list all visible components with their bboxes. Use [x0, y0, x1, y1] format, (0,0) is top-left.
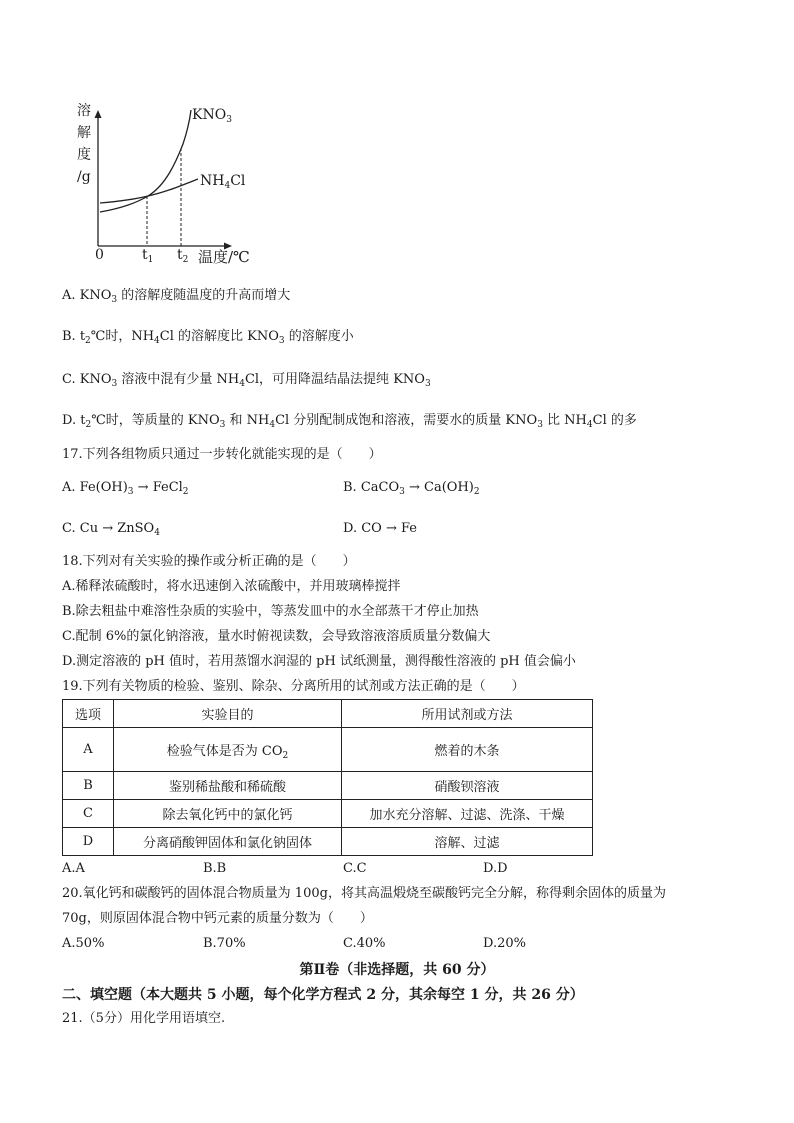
q20-stem-line2: 70g，则原固体混合物中钙元素的质量分数为（ ） [62, 911, 373, 926]
part2-title: 第Ⅱ卷（非选择题，共 60 分） [299, 962, 495, 978]
table-cell: 燃着的木条 [342, 728, 593, 772]
table-cell: 硝酸钡溶液 [342, 772, 593, 800]
y-label-char: 解 [77, 125, 91, 141]
q18-option-a: A.稀释浓硫酸时，将水迅速倒入浓硫酸中，并用玻璃棒搅拌 [62, 579, 401, 594]
table-row [63, 828, 593, 856]
q17-option-c: C. Cu → ZnSO$_4$ [62, 521, 160, 538]
section-heading: 二、填空题（本大题共 5 小题，每个化学方程式 2 分，其余每空 1 分，共 26 分） [62, 987, 584, 1003]
graph-origin: 0 [95, 247, 104, 263]
nh4cl-label: $NH_4Cl$ [200, 173, 246, 191]
y-label-char: 溶 [77, 103, 91, 119]
y-axis-label [77, 100, 97, 188]
q19-option-d: D.D [483, 861, 508, 876]
table-row [63, 728, 593, 772]
table-cell: C [63, 800, 114, 828]
q20-option-c: C.40% [343, 936, 386, 951]
q20-option-d: D.20% [483, 936, 526, 951]
q18-option-d: D.测定溶液的 pH 值时，若用蒸馏水润湿的 pH 试纸测量，测得酸性溶液的 pH 值会偏小 [62, 654, 576, 669]
table-cell: 鉴别稀盐酸和稀硫酸 [114, 772, 342, 800]
q16-option-b: B. $t_2℃$时，$NH_4Cl$ 的溶解度比 $KNO_3$ 的溶解度小 [62, 329, 354, 346]
q20-option-a: A.50% [62, 936, 105, 951]
q19-option-c: C.C [343, 861, 367, 876]
kno3-label: $KNO_3$ [192, 107, 232, 125]
q21-stem: 21.（5分）用化学用语填空. [62, 1011, 226, 1026]
table-header-cell: 实验目的 [114, 700, 342, 728]
table-cell: 溶解、过滤 [342, 828, 593, 856]
table-cell: D [63, 828, 114, 856]
nh4cl-curve [100, 179, 198, 203]
q19-table [62, 699, 593, 856]
q16-option-c: C. $KNO_3$ 溶液中混有少量 $NH_4Cl$，可用降温结晶法提纯 $KNO_3$ [62, 372, 431, 389]
table-cell: 检验气体是否为 $CO_2$ [114, 728, 342, 772]
table-header-row [63, 700, 593, 728]
q17-option-a: A. $Fe(OH)_3$ → FeCl$_2$ [62, 480, 189, 497]
q20-stem-line1: 20.氧化钙和碳酸钙的固体混合物质量为 100g，将其高温煅烧至碳酸钙完全分解，称得剩余固体的质量为 [62, 886, 666, 901]
q19-option-b: B.B [203, 861, 227, 876]
q19-option-a: A.A [62, 861, 85, 876]
q17-stem: 17.下列各组物质只通过一步转化就能实现的是（ ） [62, 447, 382, 462]
q16-option-a: A. $KNO_3$ 的溶解度随温度的升高而增大 [62, 288, 291, 305]
table-header-cell: 选项 [63, 700, 114, 728]
q18-option-b: B.除去粗盐中难溶性杂质的实验中，等蒸发皿中的水全部蒸干才停止加热 [62, 604, 479, 619]
table-cell: 除去氧化钙中的氯化钙 [114, 800, 342, 828]
t1-tick-label: $t_1$ [142, 247, 154, 265]
y-label-char: 度 [77, 147, 91, 163]
q20-option-b: B.70% [203, 936, 246, 951]
table-row [63, 800, 593, 828]
q19-stem: 19.下列有关物质的检验、鉴别、除杂、分离所用的试剂或方法正确的是（ ） [62, 679, 525, 694]
table-header-cell: 所用试剂或方法 [342, 700, 593, 728]
y-label-char: /g [77, 169, 91, 185]
q18-option-c: C.配制 6%的氯化钠溶液，量水时俯视读数，会导致溶液溶质质量分数偏大 [62, 629, 491, 644]
table-cell: 分离硝酸钾固体和氯化钠固体 [114, 828, 342, 856]
t2-tick-label: $t_2$ [177, 247, 189, 265]
table-cell: A [63, 728, 114, 772]
q16-option-d: D. $t_2℃$时，等质量的 $KNO_3$ 和 $NH_4Cl$ 分别配制成饱和溶液，需要水的质量 $KNO_3$ 比 $NH_4Cl$ 的多 [62, 413, 637, 430]
q17-option-d: D. CO → Fe [343, 521, 417, 536]
x-axis-label: 温度/℃ [198, 248, 250, 266]
table-row [63, 772, 593, 800]
table-cell: 加水充分溶解、过滤、洗涤、干燥 [342, 800, 593, 828]
q18-stem: 18.下列对有关实验的操作或分析正确的是（ ） [62, 554, 356, 569]
q17-option-b: B. CaCO$_3$ → $Ca(OH)_2$ [343, 480, 480, 497]
table-cell: B [63, 772, 114, 800]
